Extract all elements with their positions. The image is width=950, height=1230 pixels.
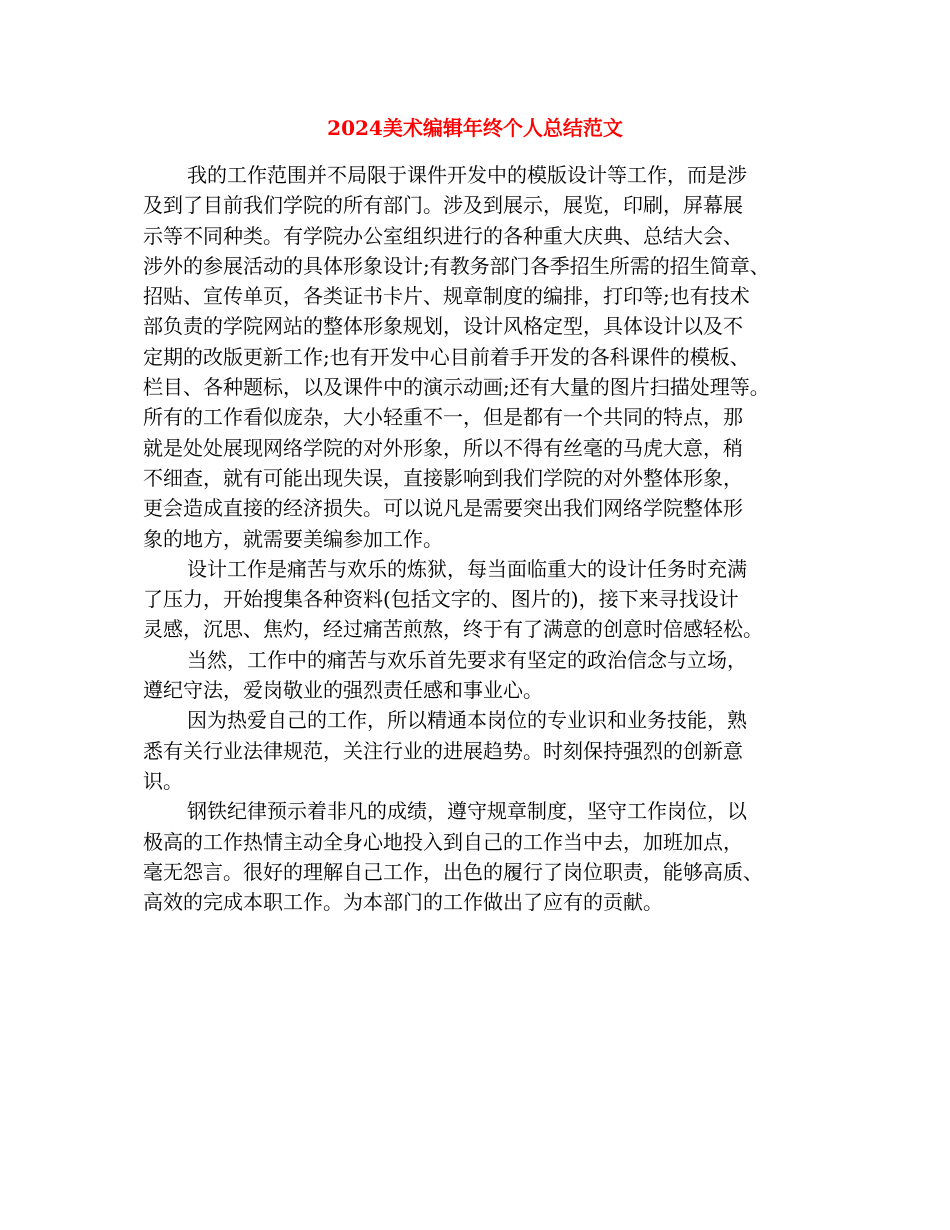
paragraph-line: 示等不同种类。有学院办公室组织进行的各种重大庆典、总结大会、 xyxy=(143,223,743,248)
paragraph xyxy=(143,796,823,917)
paragraph-line: 毫无怨言。很好的理解自己工作，出色的履行了岗位职责，能够高质、 xyxy=(143,859,763,884)
paragraph xyxy=(143,554,823,645)
paragraph-line: 因为热爱自己的工作，所以精通本岗位的专业识和业务技能，熟 xyxy=(187,708,747,733)
paragraph-line: 定期的改版更新工作;也有开发中心目前着手开发的各科课件的模板、 xyxy=(143,344,750,369)
paragraph-line: 招贴、宣传单页，各类证书卡片、规章制度的编排，打印等;也有技术 xyxy=(143,284,750,309)
document-body xyxy=(143,160,823,917)
paragraph-line: 栏目、各种题标，以及课件中的演示动画;还有大量的图片扫描处理等。 xyxy=(143,375,770,400)
paragraph-line: 灵感，沉思、焦灼，经过痛苦煎熬，终于有了满意的创意时倍感轻松。 xyxy=(143,617,763,642)
paragraph-line: 了压力，开始搜集各种资料(包括文字的、图片的)，接下来寻找设计 xyxy=(143,587,739,612)
paragraph-line: 当然，工作中的痛苦与欢乐首先要求有坚定的政治信念与立场， xyxy=(187,647,747,672)
paragraph-line: 不细查，就有可能出现失误，直接影响到我们学院的对外整体形象， xyxy=(143,465,743,490)
paragraph-line: 高效的完成本职工作。为本部门的工作做出了应有的贡献。 xyxy=(143,890,663,915)
paragraph-line: 涉外的参展活动的具体形象设计;有教务部门各季招生所需的招生简章、 xyxy=(143,253,770,278)
paragraph-line: 悉有关行业法律规范，关注行业的进展趋势。时刻保持强烈的创新意 xyxy=(143,738,743,763)
document-title: 2024美术编辑年终个人总结范文 xyxy=(327,116,623,140)
paragraph-line: 设计工作是痛苦与欢乐的炼狱，每当面临重大的设计任务时充满 xyxy=(187,556,747,581)
paragraph-line: 识。 xyxy=(143,768,183,793)
paragraph-line: 钢铁纪律预示着非凡的成绩，遵守规章制度，坚守工作岗位，以 xyxy=(187,799,747,824)
paragraph xyxy=(143,705,823,796)
paragraph-line: 我的工作范围并不局限于课件开发中的模版设计等工作，而是涉 xyxy=(187,163,747,187)
paragraph-line: 遵纪守法，爱岗敬业的强烈责任感和事业心。 xyxy=(143,678,543,703)
paragraph-line: 及到了目前我们学院的所有部门。涉及到展示，展览，印刷，屏幕展 xyxy=(143,193,743,218)
paragraph-line: 就是处处展现网络学院的对外形象，所以不得有丝毫的马虎大意，稍 xyxy=(143,435,743,460)
paragraph xyxy=(143,645,823,706)
paragraph-line: 所有的工作看似庞杂，大小轻重不一，但是都有一个共同的特点，那 xyxy=(143,405,743,430)
paragraph xyxy=(143,160,823,554)
paragraph-line: 象的地方，就需要美编参加工作。 xyxy=(143,526,443,551)
paragraph-line: 极高的工作热情主动全身心地投入到自己的工作当中去，加班加点， xyxy=(143,829,743,854)
paragraph-line: 部负责的学院网站的整体形象规划，设计风格定型，具体设计以及不 xyxy=(143,314,743,339)
paragraph-line: 更会造成直接的经济损失。可以说凡是需要突出我们网络学院整体形 xyxy=(143,496,743,521)
